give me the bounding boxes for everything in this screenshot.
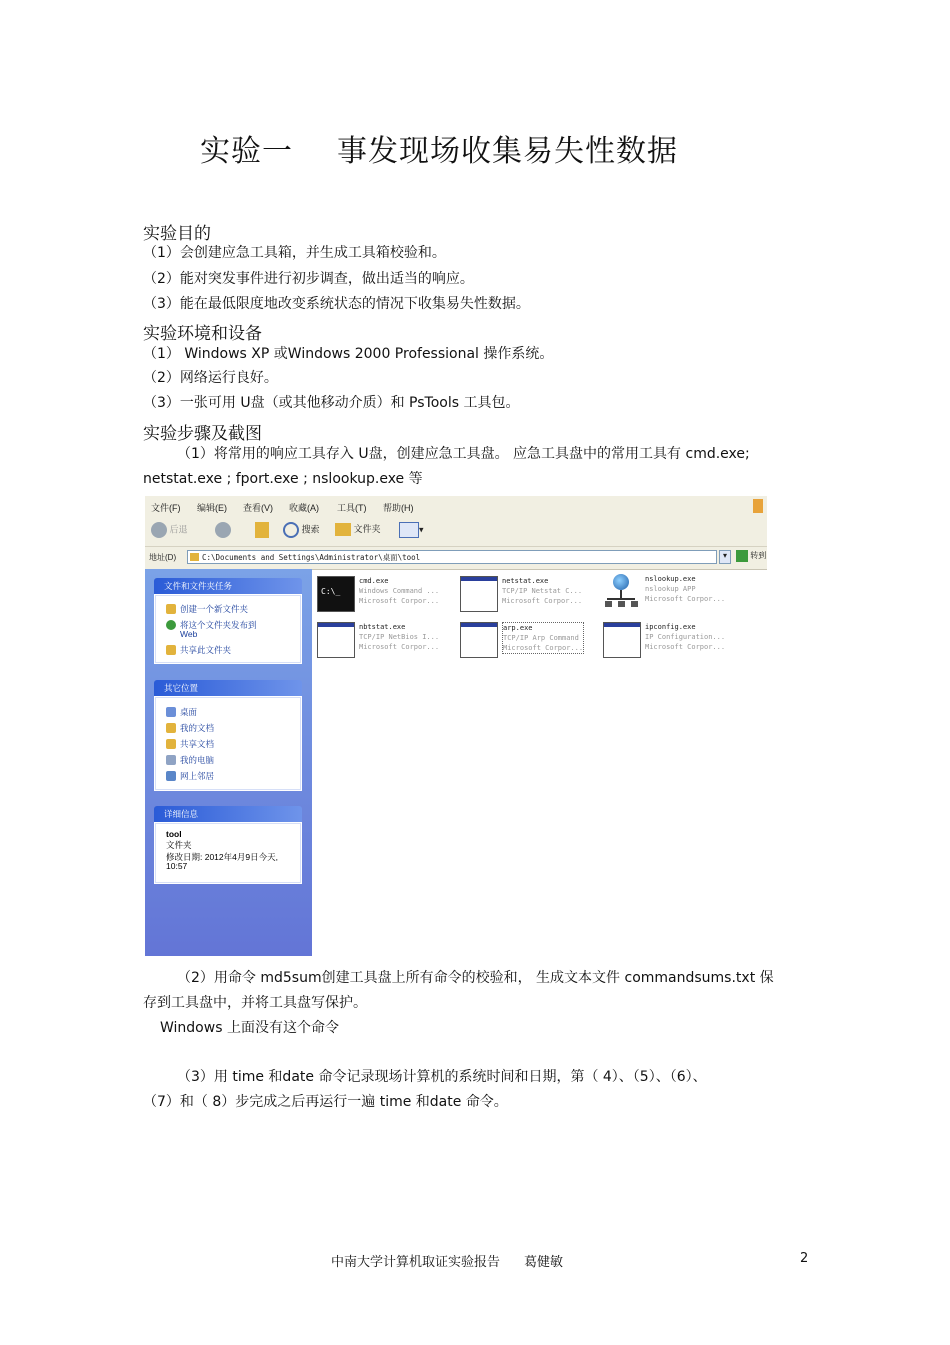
- file-company: Microsoft Corpor...: [645, 595, 726, 603]
- cmd-icon: C:\_: [317, 576, 355, 612]
- section-heading-env: 实验环境和设备: [143, 324, 262, 344]
- menu-tools[interactable]: 工具(T): [337, 503, 367, 513]
- footer-text: 中南大学计算机取证实验报告: [331, 1255, 501, 1270]
- details-modified: 修改日期: 2012年4月9日今天,: [166, 852, 278, 862]
- folders-button[interactable]: 文件夹: [335, 522, 381, 536]
- env-item-3: （3）一张可用 U盘（或其他移动介质）和 PsTools 工具包。: [143, 395, 520, 411]
- file-company: Microsoft Corpor...: [359, 597, 440, 605]
- task-publish-web-suffix[interactable]: Web: [180, 629, 198, 639]
- panel-body-tasks: [154, 594, 302, 664]
- address-input[interactable]: C:\Documents and Settings\Administrator\桌面\tool: [187, 550, 717, 564]
- place-desktop[interactable]: 桌面: [166, 706, 197, 718]
- env-item-1: （1） Windows XP 或Windows 2000 Professional 操作系统。: [143, 346, 554, 362]
- forward-arrow-icon: [215, 522, 231, 538]
- search-icon: [283, 522, 299, 538]
- panel-header-tasks[interactable]: 文件和文件夹任务: [154, 578, 302, 594]
- file-name: cmd.exe: [359, 577, 389, 585]
- place-network[interactable]: 网上邻居: [166, 770, 214, 782]
- page-number: 2: [800, 1251, 809, 1266]
- page-title: [200, 126, 678, 170]
- task-new-folder[interactable]: 创建一个新文件夹: [166, 603, 248, 615]
- file-name: nslookup.exe: [645, 575, 696, 583]
- file-desc: TCP/IP NetBios I...: [359, 633, 440, 641]
- file-desc: IP Configuration...: [645, 633, 726, 641]
- place-shared-documents[interactable]: 共享文档: [166, 738, 214, 750]
- share-folder-icon: [166, 645, 176, 655]
- globe-icon: [166, 620, 176, 630]
- shared-documents-icon: [166, 739, 176, 749]
- file-item[interactable]: [603, 622, 743, 662]
- window-icon: [603, 622, 641, 658]
- menu-favorites[interactable]: 收藏(A): [289, 503, 319, 513]
- purpose-item-2: （2）能对突发事件进行初步调查，做出适当的响应。: [143, 271, 474, 287]
- go-button[interactable]: 转到: [736, 550, 766, 562]
- file-company: Microsoft Corpor...: [502, 597, 583, 605]
- details-time: 10:57: [166, 861, 188, 871]
- address-bar: [145, 547, 767, 570]
- window-icon: [460, 576, 498, 612]
- step2-line1: （2）用命令 md5sum创建工具盘上所有命令的校验和， 生成文本文件 commandsums.txt 保: [177, 970, 774, 986]
- up-folder-icon: [255, 522, 269, 538]
- place-my-documents[interactable]: 我的文档: [166, 722, 214, 734]
- file-company: Microsoft Corpor...: [645, 643, 726, 651]
- file-name: arp.exe: [503, 624, 533, 632]
- window-icon: [460, 622, 498, 658]
- purpose-item-3: （3）能在最低限度地改变系统状态的情况下收集易失性数据。: [143, 296, 530, 312]
- env-item-2: （2）网络运行良好。: [143, 370, 278, 386]
- address-label: 地址(D): [149, 553, 177, 562]
- file-name: ipconfig.exe: [645, 623, 696, 631]
- step2-note: Windows 上面没有这个命令: [160, 1020, 339, 1036]
- step1-line1: （1）将常用的响应工具存入 U盘，创建应急工具盘。 应急工具盘中的常用工具有 cmd.exe;: [177, 446, 750, 462]
- file-desc: TCP/IP Arp Command: [503, 634, 579, 642]
- menu-help[interactable]: 帮助(H): [383, 503, 414, 513]
- file-company: Microsoft Corpor...: [503, 644, 584, 652]
- place-my-computer[interactable]: 我的电脑: [166, 754, 214, 766]
- title-part2: 事发现场收集易失性数据: [337, 134, 678, 169]
- details-type: 文件夹: [166, 840, 192, 850]
- views-icon: [399, 522, 419, 538]
- panel-header-details[interactable]: 详细信息: [154, 806, 302, 822]
- file-desc: TCP/IP Netstat C...: [502, 587, 583, 595]
- file-company: Microsoft Corpor...: [359, 643, 440, 651]
- panel-header-places[interactable]: 其它位置: [154, 680, 302, 696]
- footer-author: 葛健敏: [524, 1255, 564, 1270]
- section-heading-purpose: 实验目的: [143, 224, 211, 244]
- new-folder-icon: [166, 604, 176, 614]
- file-item[interactable]: [317, 576, 457, 616]
- forward-button[interactable]: [215, 522, 231, 538]
- computer-icon: [166, 755, 176, 765]
- back-arrow-icon: [151, 522, 167, 538]
- menu-edit[interactable]: 编辑(E): [197, 503, 227, 513]
- file-name: nbtstat.exe: [359, 623, 406, 631]
- menu-file[interactable]: 文件(F): [151, 503, 181, 513]
- title-part1: 实验一: [200, 134, 293, 169]
- task-share-folder[interactable]: 共享此文件夹: [166, 644, 231, 656]
- section-heading-steps: 实验步骤及截图: [143, 424, 262, 444]
- explorer-screenshot: [145, 496, 767, 956]
- back-button[interactable]: 后退: [151, 522, 188, 538]
- menu-view[interactable]: 查看(V): [243, 503, 273, 513]
- folder-icon: [335, 523, 351, 536]
- file-desc: Windows Command ...: [359, 587, 440, 595]
- details-name: tool: [166, 829, 182, 839]
- menu-bar: [145, 496, 767, 519]
- file-desc: nslookup APP: [645, 585, 696, 593]
- address-dropdown-button[interactable]: ▾: [719, 550, 731, 564]
- network-places-icon: [166, 771, 176, 781]
- views-button[interactable]: ▾: [399, 522, 424, 538]
- step2-line2: 存到工具盘中，并将工具盘写保护。: [143, 995, 367, 1011]
- up-folder-button[interactable]: [255, 522, 269, 538]
- purpose-item-1: （1）会创建应急工具箱，并生成工具箱校验和。: [143, 245, 446, 261]
- folder-icon: [190, 553, 199, 561]
- panel-body-details: [154, 822, 302, 884]
- toolbar: [145, 518, 767, 547]
- file-item[interactable]: [603, 574, 743, 614]
- task-publish-web[interactable]: 将这个文件夹发布到: [166, 619, 257, 631]
- step3-line1: （3）用 time 和date 命令记录现场计算机的系统时间和日期，第（ 4）、（5）、（6）、: [177, 1069, 707, 1085]
- panel-body-places: [154, 696, 302, 791]
- go-arrow-icon: [736, 550, 748, 562]
- search-button[interactable]: 搜索: [283, 522, 320, 538]
- my-documents-icon: [166, 723, 176, 733]
- network-icon: [603, 574, 641, 610]
- desktop-icon: [166, 707, 176, 717]
- task-pane: [145, 569, 312, 956]
- windows-logo-icon: [753, 499, 763, 513]
- file-item[interactable]: [460, 576, 600, 616]
- file-item[interactable]: [460, 622, 600, 662]
- file-name: netstat.exe: [502, 577, 549, 585]
- file-item[interactable]: [317, 622, 457, 662]
- step1-line2: netstat.exe ; fport.exe ; nslookup.exe 等: [143, 471, 423, 487]
- step3-line2: （7）和（ 8）步完成之后再运行一遍 time 和date 命令。: [143, 1094, 508, 1110]
- window-icon: [317, 622, 355, 658]
